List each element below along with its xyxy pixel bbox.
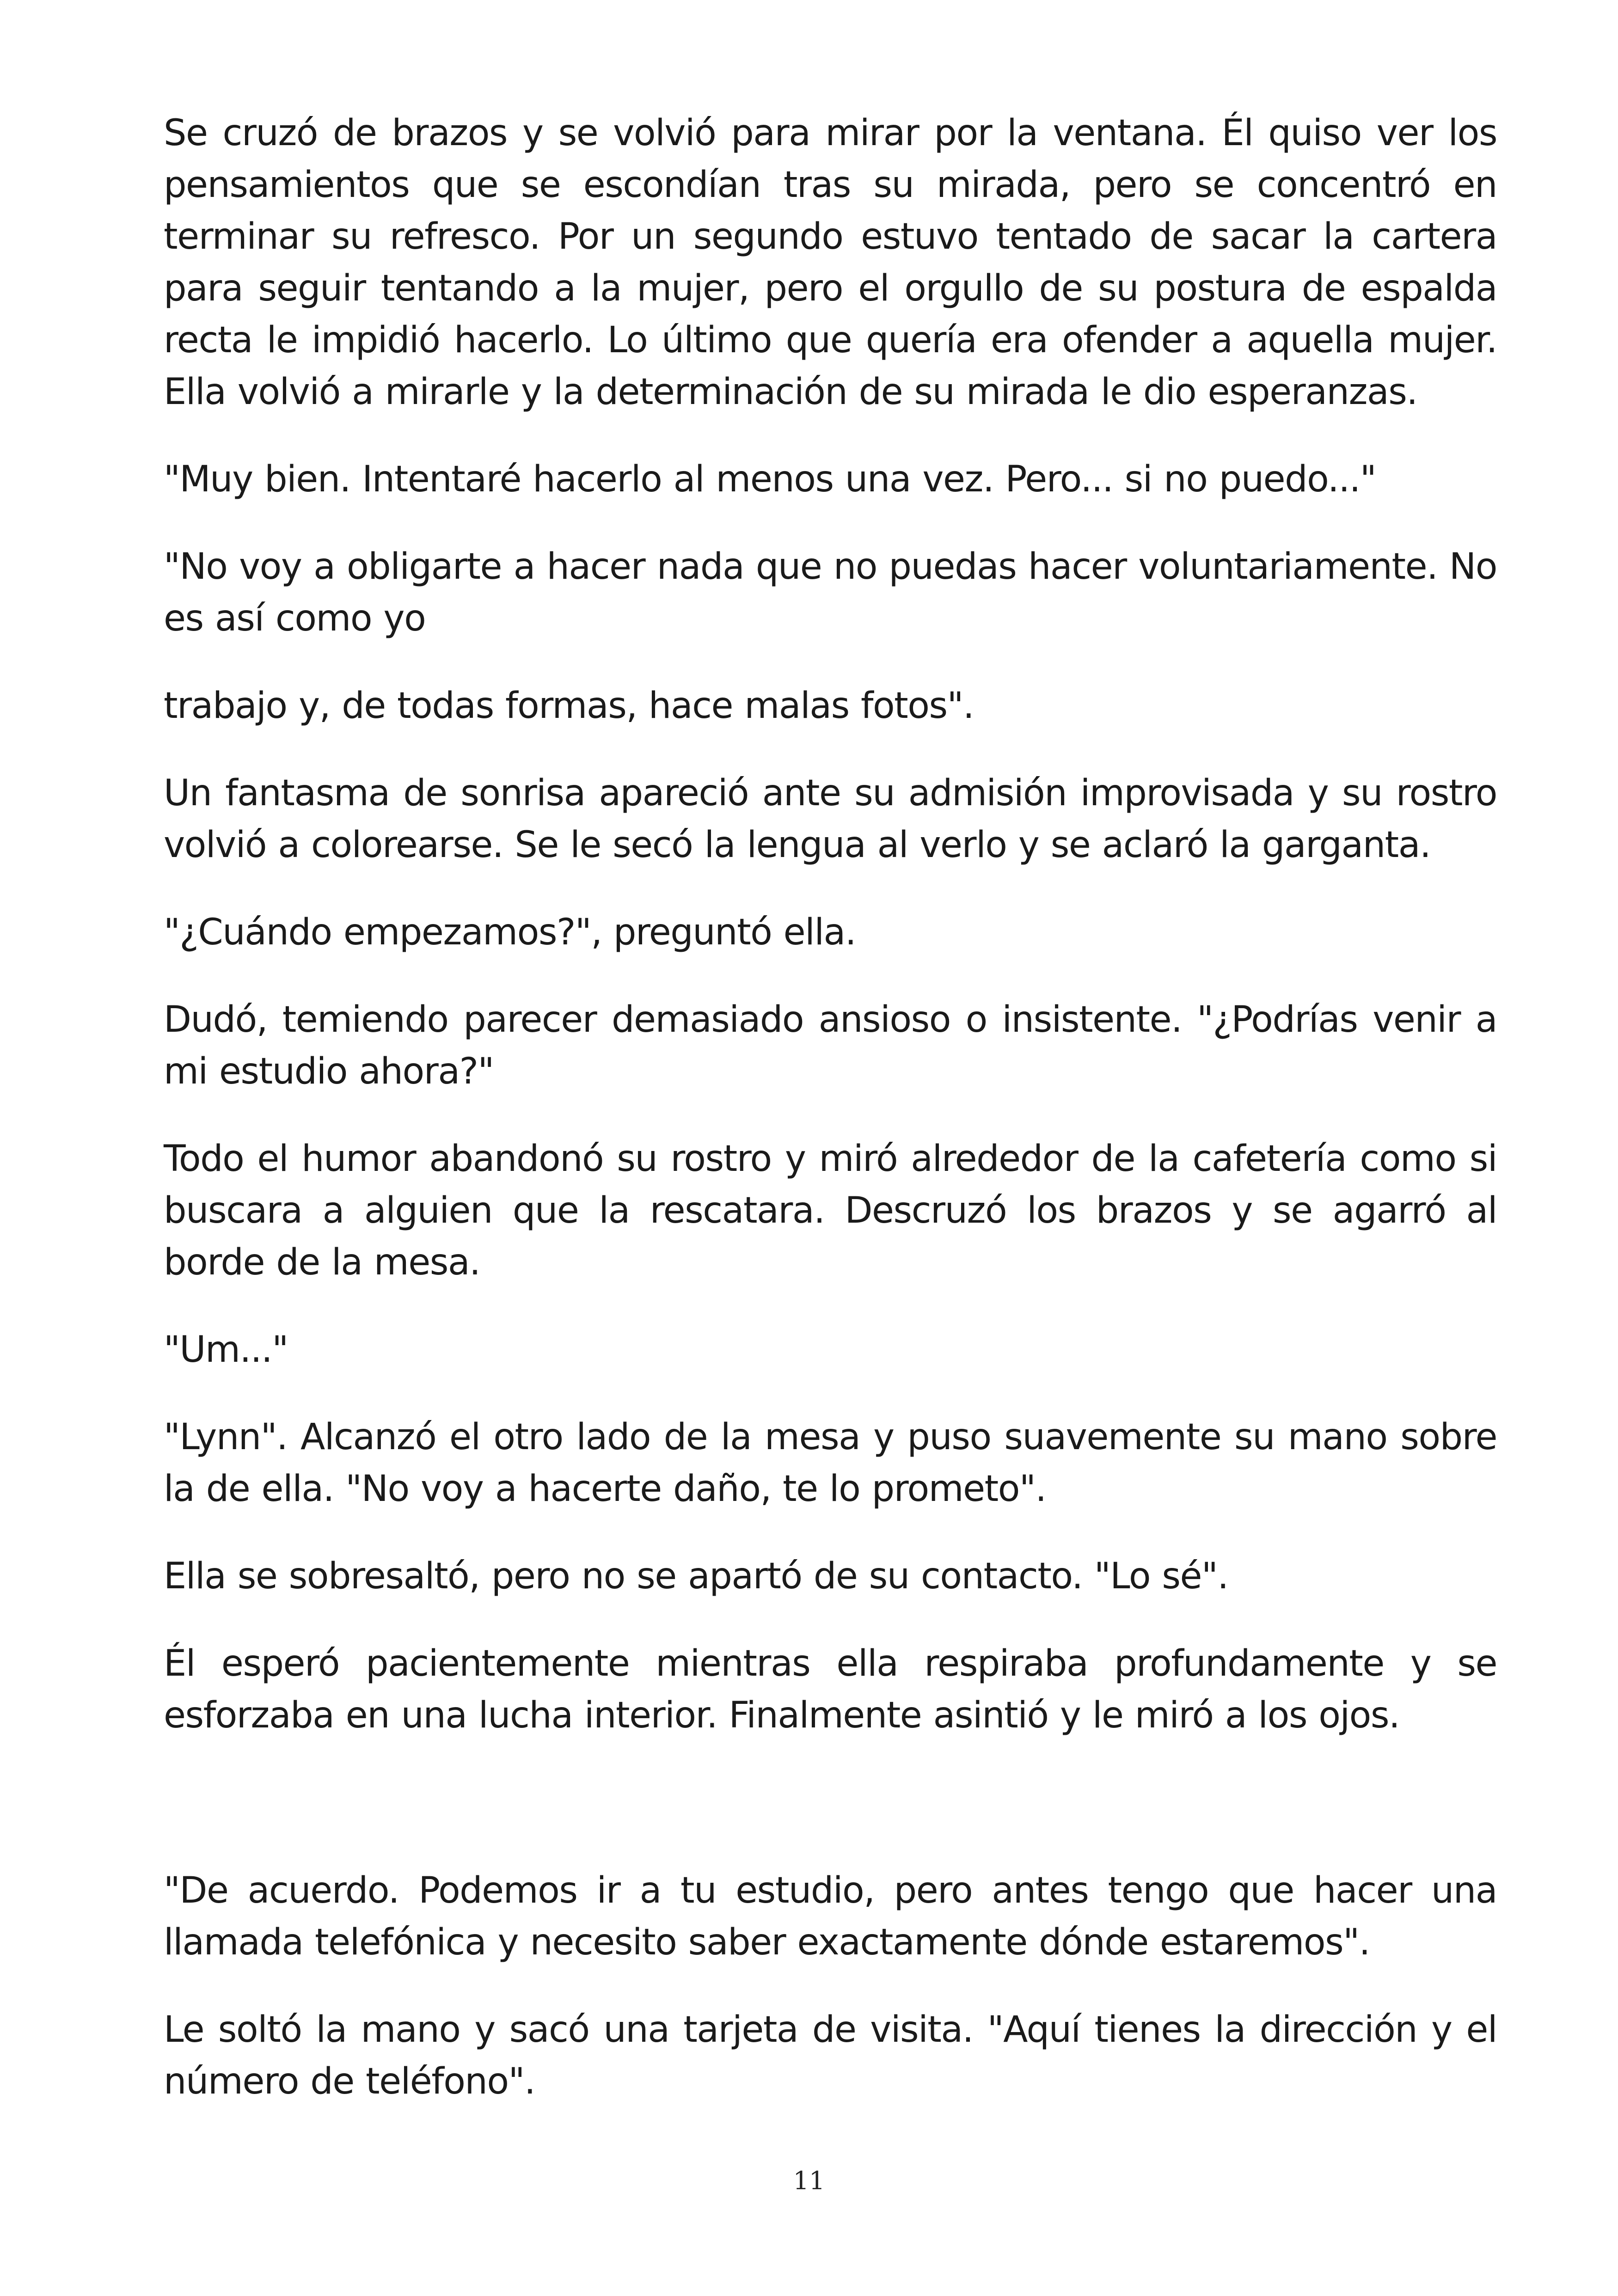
paragraph-7: Dudó, temiendo parecer demasiado ansioso o insistente. "¿Podrías venir a mi estudio ahora?" bbox=[164, 999, 1497, 1092]
page-body bbox=[164, 107, 1497, 2143]
blank-gap bbox=[164, 1777, 1497, 1865]
paragraph-8: Todo el humor abandonó su rostro y miró alrededor de la cafetería como si buscara a alguien que la rescatara. Descruzó los brazos y se agarró al borde de la mesa. bbox=[164, 1138, 1497, 1283]
paragraph-9: "Um..." bbox=[164, 1329, 288, 1371]
paragraph-13: "De acuerdo. Podemos ir a tu estudio, pero antes tengo que hacer una llamada telefónica y necesito saber exactamente dónde estaremos". bbox=[164, 1870, 1497, 1963]
paragraph-4: trabajo y, de todas formas, hace malas fotos". bbox=[164, 685, 974, 727]
paragraph-2: "Muy bien. Intentaré hacerlo al menos una vez. Pero... si no puedo..." bbox=[164, 459, 1376, 500]
paragraph-1: Se cruzó de brazos y se volvió para mirar por la ventana. Él quiso ver los pensamientos que se escondían tras su mirada, pero se concentró en terminar su refresco. Por un segundo estuvo tentado de sacar la cartera para seguir tentando a la mujer, pero el orgullo de su postura de espalda recta le impidió hacerlo. Lo último que quería era ofender a aquella mujer. Ella volvió a mirarle y la determinación de su mirada le dio esperanzas. bbox=[164, 112, 1497, 413]
page-number: 11 bbox=[793, 2166, 825, 2195]
paragraph-5: Un fantasma de sonrisa apareció ante su admisión improvisada y su rostro volvió a colorearse. Se le secó la lengua al verlo y se aclaró la garganta. bbox=[164, 772, 1497, 866]
paragraph-3: "No voy a obligarte a hacer nada que no puedas hacer voluntariamente. No es así como yo bbox=[164, 546, 1497, 639]
paragraph-14: Le soltó la mano y sacó una tarjeta de visita. "Aquí tienes la dirección y el número de teléfono". bbox=[164, 2009, 1497, 2102]
paragraph-11: Ella se sobresaltó, pero no se apartó de su contacto. "Lo sé". bbox=[164, 1555, 1228, 1597]
paragraph-6: "¿Cuándo empezamos?", preguntó ella. bbox=[164, 912, 856, 953]
paragraph-10: "Lynn". Alcanzó el otro lado de la mesa y puso suavemente su mano sobre la de ella. "No voy a hacerte daño, te lo prometo". bbox=[164, 1416, 1497, 1510]
paragraph-12: Él esperó pacientemente mientras ella respiraba profundamente y se esforzaba en una lucha interior. Finalmente asintió y le miró a los ojos. bbox=[164, 1643, 1497, 1736]
